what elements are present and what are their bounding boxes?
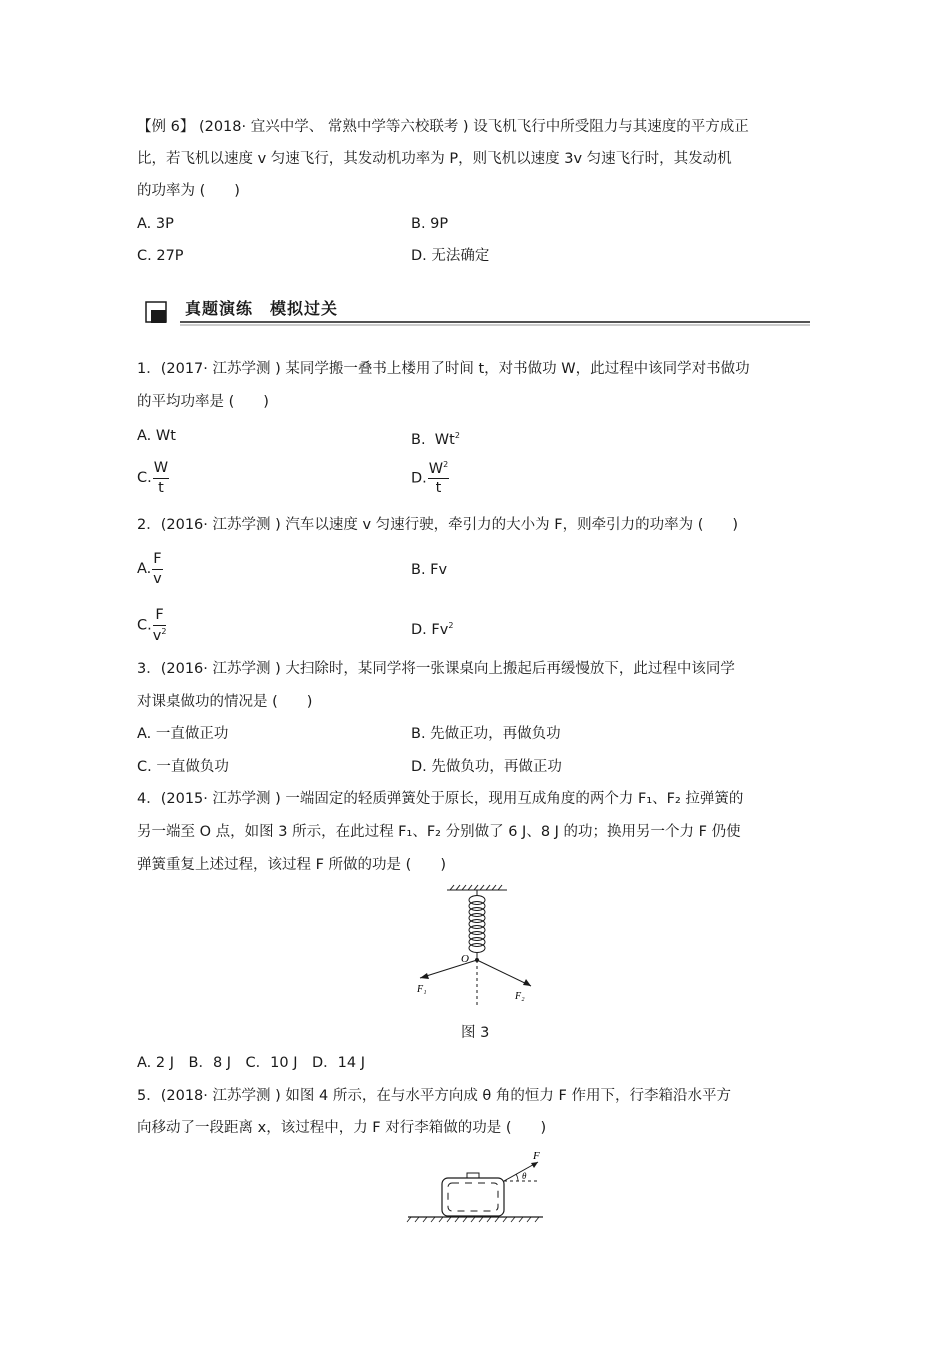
q4-options: A. 2 J B．8 J C．10 J D．14 J (137, 1055, 366, 1071)
q2-line1: 2．(2016· 江苏学测 ) 汽车以速度 v 匀速行驶，牵引力的大小为 F，则牵引力的功率为 ( ) (137, 517, 739, 533)
q1-option-d-numerator (428, 461, 449, 479)
figure-3-caption: 图 3 (461, 1025, 490, 1041)
q3-option-a: A. 一直做正功 (137, 726, 229, 742)
ceiling-hatching (447, 885, 507, 890)
suitcase-body (442, 1178, 504, 1216)
section-square-filled-icon (151, 310, 166, 323)
example6-option-d: D. 无法确定 (411, 248, 490, 264)
example6-line3: 的功率为 ( ) (137, 183, 240, 199)
q1-option-c-fraction (153, 461, 169, 495)
suitcase-handle (467, 1173, 479, 1178)
q4-line2: 另一端至 O 点，如图 3 所示，在此过程 F₁、F₂ 分别做了 6 J、8 J 的功；换用另一个力 F 仍使 (137, 824, 741, 840)
q1-option-b (411, 426, 460, 450)
q2-option-a-denominator: v (153, 570, 162, 587)
q3-line2: 对课桌做功的情况是 ( ) (137, 694, 313, 710)
q2-option-c-numerator: F (153, 608, 167, 626)
q5-line1: 5．(2018· 江苏学测 ) 如图 4 所示，在与水平方向成 θ 角的恒力 F 作用下，行李箱沿水平方 (137, 1088, 731, 1104)
q2-option-a-numerator: F (152, 552, 162, 570)
q2-option-a (137, 552, 163, 586)
q3-option-b: B. 先做正功，再做负功 (411, 726, 561, 742)
q1-option-c-label: C. (137, 470, 152, 486)
q1-option-d-num-exp: 2 (443, 460, 449, 469)
q5-line2: 向移动了一段距离 x，该过程中，力 F 对行李箱做的功是 ( ) (137, 1120, 547, 1136)
q1-option-a: A. Wt (137, 428, 176, 444)
q2-option-d (411, 616, 453, 640)
q1-option-c-denominator: t (158, 479, 164, 496)
q2-option-c-fraction (153, 608, 167, 643)
force-f1-arrowhead-icon (420, 973, 429, 979)
example6-option-a: A. 3P (137, 216, 174, 232)
example6-option-c: C. 27P (137, 248, 184, 264)
q1-option-b-label: B. (411, 431, 426, 448)
force-f2-arrow (477, 960, 531, 986)
force-f-label: F (533, 1150, 540, 1162)
q2-option-c-label: C. (137, 617, 152, 634)
q1-option-c-numerator: W (153, 461, 169, 479)
q1-line1: 1．(2017· 江苏学测 ) 某同学搬一叠书上楼用了时间 t，对书做功 W，此过程中该同学对书做功 (137, 361, 750, 377)
q2-option-b: B. Fv (411, 562, 448, 578)
q3-line1: 3．(2016· 江苏学测 ) 大扫除时，某同学将一张课桌向上搬起后再缓慢放下，此过程中该同学 (137, 661, 735, 677)
q1-option-d (411, 461, 449, 496)
q2-option-a-label: A. (137, 561, 152, 577)
figure-3-spring-diagram (405, 884, 545, 1009)
q2-option-a-fraction (152, 552, 162, 586)
q4-line1: 4．(2015· 江苏学测 ) 一端固定的轻质弹簧处于原长，现用互成角度的两个力 F₁、F₂ 拉弹簧的 (137, 791, 744, 807)
q1-option-d-fraction (428, 461, 449, 496)
q2-option-c-den-exp: 2 (161, 626, 167, 636)
suitcase-inner-outline (448, 1183, 498, 1211)
q1-option-d-num-base: W (428, 460, 444, 477)
angle-theta-label: θ (522, 1171, 527, 1181)
section-title: 真题演练 模拟过关 (185, 299, 339, 318)
q2-option-d-exp: 2 (448, 621, 454, 630)
angle-arc (516, 1174, 518, 1181)
q3-option-d: D. 先做负功，再做正功 (411, 759, 562, 775)
q1-option-b-exp: 2 (454, 431, 460, 440)
f1-label: F₁ (417, 984, 427, 995)
example6-option-b: B. 9P (411, 216, 449, 232)
q2-option-c (137, 608, 166, 643)
figure-4-suitcase-diagram (405, 1150, 550, 1225)
q1-option-b-expr: Wt (434, 431, 455, 448)
spring-coil (469, 890, 485, 960)
ground-hatching (407, 1217, 539, 1222)
q1-line2: 的平均功率是 ( ) (137, 394, 269, 410)
q2-option-d-text: D. Fv (411, 621, 449, 638)
example6-line2: 比，若飞机以速度 v 匀速飞行，其发动机功率为 P，则飞机以速度 3v 匀速飞行时，其发动机 (137, 151, 732, 167)
example6-line1: 【例 6】 (2018· 宜兴中学、 常熟中学等六校联考 ) 设飞机飞行中所受阻力与其速度的平方成正 (137, 119, 749, 135)
point-o-label: O (461, 953, 469, 965)
f2-label: F₂ (515, 991, 525, 1002)
q2-option-c-denominator (153, 626, 167, 643)
q3-option-c: C. 一直做负功 (137, 759, 229, 775)
q1-option-d-denominator: t (435, 480, 442, 497)
q4-line3: 弹簧重复上述过程，该过程 F 所做的功是 ( ) (137, 857, 446, 873)
q2-option-c-den-base: v (152, 627, 162, 644)
q1-option-d-label: D. (411, 470, 427, 487)
q1-option-c (137, 461, 169, 495)
